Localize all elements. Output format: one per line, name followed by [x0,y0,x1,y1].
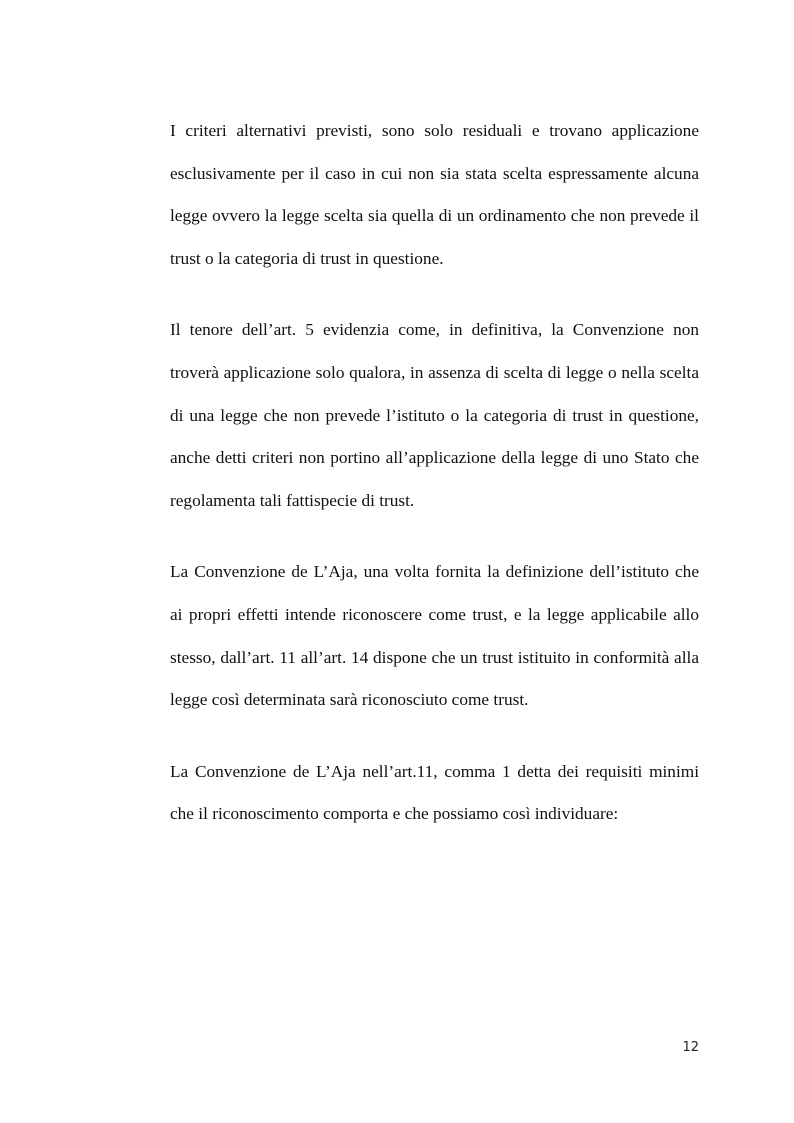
paragraph-1: I criteri alternativi previsti, sono solo residuali e trovano applicazione esclusivamente per il caso in cui non sia stata scelta espressamente alcuna legge ovvero la legge scelta sia quella di un ordinamento che non prevede il trust o la categoria di trust in questione. [170,121,699,268]
paragraph-2: Il tenore dell’art. 5 evidenzia come, in definitiva, la Convenzione non troverà applicazione solo qualora, in assenza di scelta di legge o nella scelta di una legge che non prevede l’istituto o la categoria di trust in questione, anche detti criteri non portino all’applicazione della legge di uno Stato che regolamenta tali fattispecie di trust. [170,320,699,510]
page-number: 12 [682,1040,699,1055]
paragraph-4: La Convenzione de L’Aja nell’art.11, comma 1 detta dei requisiti minimi che il riconoscimento comporta e che possiamo così individuare: [170,761,699,824]
body-text [170,110,699,865]
paragraph-3: La Convenzione de L’Aja, una volta fornita la definizione dell’istituto che ai propri effetti intende riconoscere come trust, e la legge applicabile allo stesso, dall’art. 11 all’art. 14 dispone che un trust istituito in conformità alla legge così determinata sarà riconosciuto come trust. [170,562,699,710]
